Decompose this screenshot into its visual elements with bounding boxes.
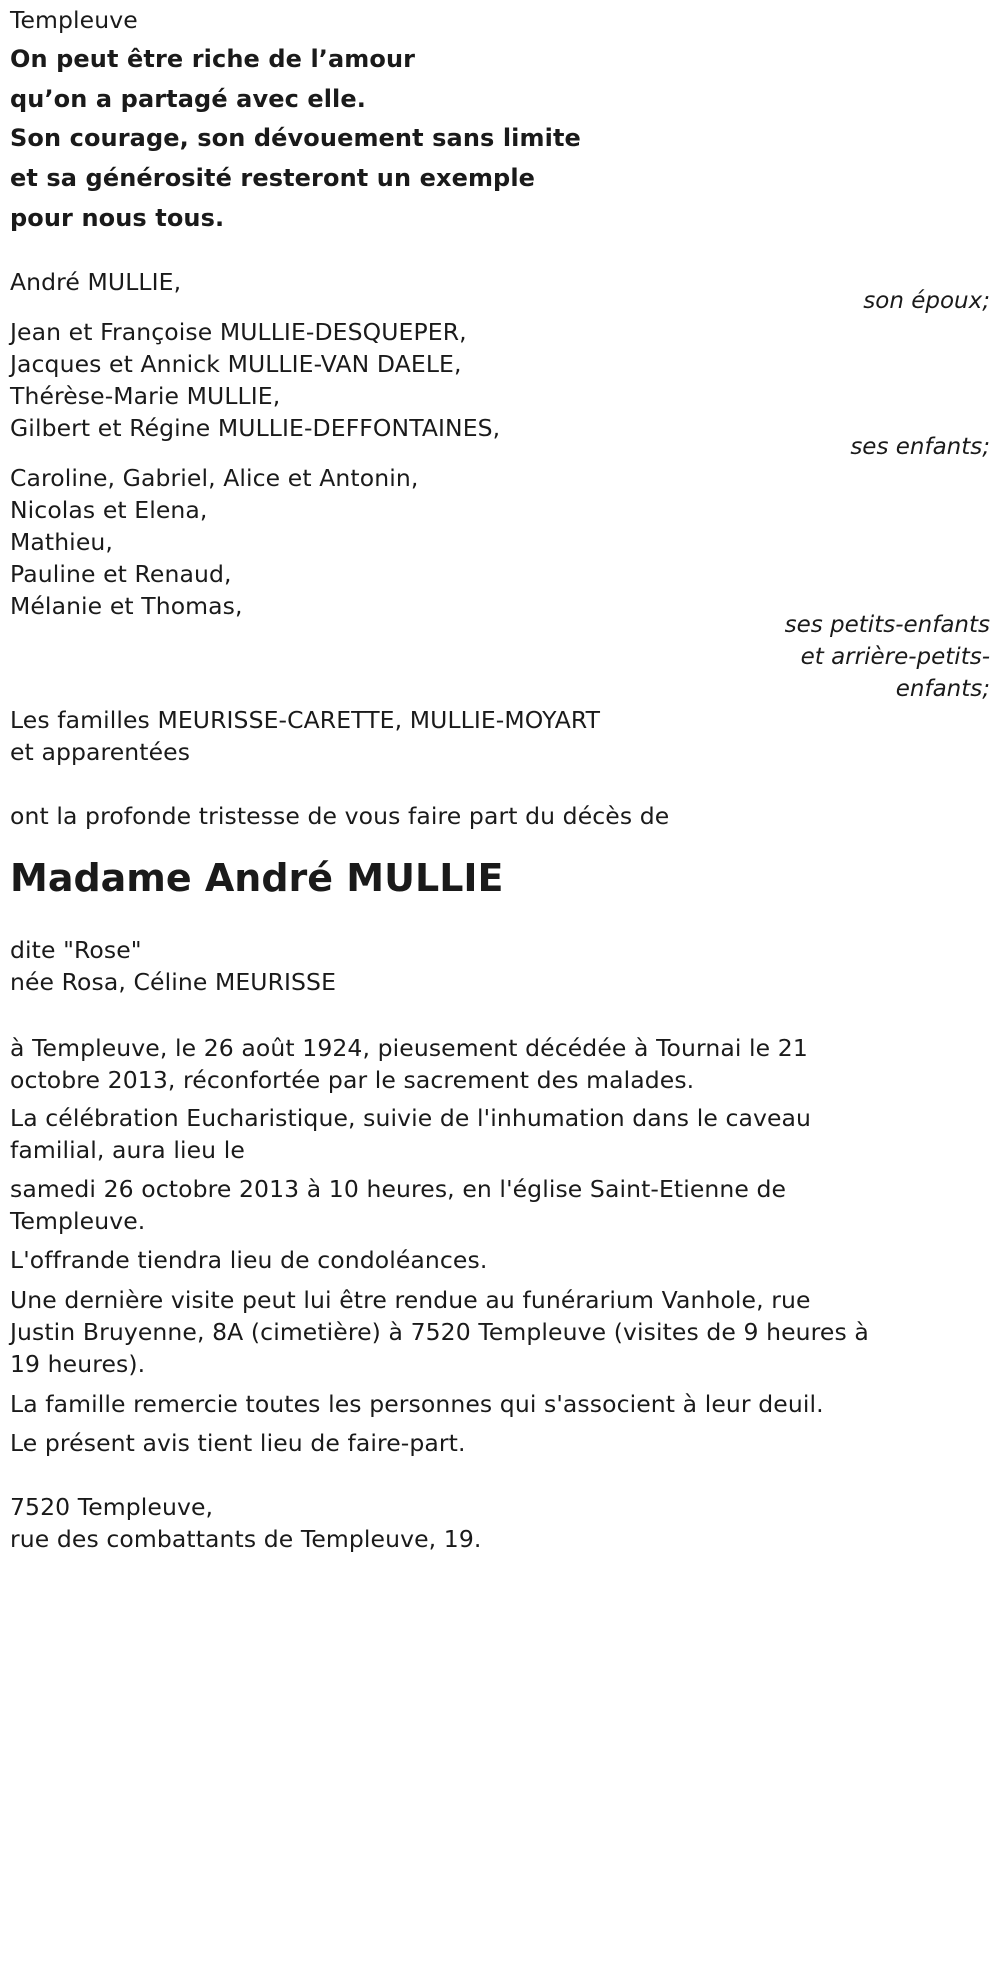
details-line: samedi 26 octobre 2013 à 10 heures, en l'église Saint-Etienne de	[10, 1175, 787, 1203]
child-line: Jean et Françoise MULLIE-DESQUEPER,	[10, 318, 467, 346]
verse-line: Son courage, son dévouement sans limite	[10, 124, 581, 152]
grandchild-line: Mathieu,	[10, 528, 113, 556]
spouse-relation: son époux;	[863, 288, 990, 314]
child-line: Jacques et Annick MULLIE-VAN DAELE,	[10, 350, 462, 378]
grandchild-line: Mélanie et Thomas,	[10, 592, 243, 620]
child-line: Thérèse-Marie MULLIE,	[10, 382, 281, 410]
place-header: Templeuve	[10, 6, 138, 34]
deceased-nickname: dite "Rose"	[10, 936, 142, 964]
grandchildren-relation: enfants;	[895, 676, 990, 702]
details-line: familial, aura lieu le	[10, 1136, 245, 1164]
announcement: ont la profonde tristesse de vous faire part du décès de	[10, 802, 670, 830]
details-line: octobre 2013, réconfortée par le sacrement des malades.	[10, 1066, 695, 1094]
address-line: 7520 Templeuve,	[10, 1493, 214, 1521]
children-relation: ses enfants;	[850, 434, 990, 460]
death-notice	[10, 0, 990, 1963]
details-line: Templeuve.	[10, 1207, 146, 1235]
deceased-birth-name: née Rosa, Céline MEURISSE	[10, 968, 337, 996]
grandchildren-relation: et arrière-petits-	[800, 644, 990, 670]
spouse-name: André MULLIE,	[10, 268, 182, 296]
verse-line: qu’on a partagé avec elle.	[10, 85, 366, 113]
details-line: à Templeuve, le 26 août 1924, pieusement décédée à Tournai le 21	[10, 1034, 808, 1062]
details-line: L'offrande tiendra lieu de condoléances.	[10, 1246, 488, 1274]
details-line: 19 heures).	[10, 1350, 146, 1378]
details-line: La famille remercie toutes les personnes qui s'associent à leur deuil.	[10, 1390, 824, 1418]
details-line: Le présent avis tient lieu de faire-part.	[10, 1429, 466, 1457]
verse-line: On peut être riche de l’amour	[10, 45, 416, 73]
details-line: La célébration Eucharistique, suivie de l'inhumation dans le caveau	[10, 1104, 812, 1132]
verse-line: pour nous tous.	[10, 204, 225, 232]
deceased-name: Madame André MULLIE	[10, 856, 504, 900]
grandchild-line: Nicolas et Elena,	[10, 496, 208, 524]
verse-line: et sa générosité resteront un exemple	[10, 164, 536, 192]
child-line: Gilbert et Régine MULLIE-DEFFONTAINES,	[10, 414, 501, 442]
grandchildren-relation: ses petits-enfants	[784, 612, 990, 638]
details-line: Une dernière visite peut lui être rendue au funérarium Vanhole, rue	[10, 1286, 811, 1314]
grandchild-line: Pauline et Renaud,	[10, 560, 232, 588]
families-line: et apparentées	[10, 738, 191, 766]
address-line: rue des combattants de Templeuve, 19.	[10, 1525, 482, 1553]
details-line: Justin Bruyenne, 8A (cimetière) à 7520 Templeuve (visites de 9 heures à	[10, 1318, 869, 1346]
grandchild-line: Caroline, Gabriel, Alice et Antonin,	[10, 464, 419, 492]
families-line: Les familles MEURISSE-CARETTE, MULLIE-MOYART	[10, 706, 601, 734]
